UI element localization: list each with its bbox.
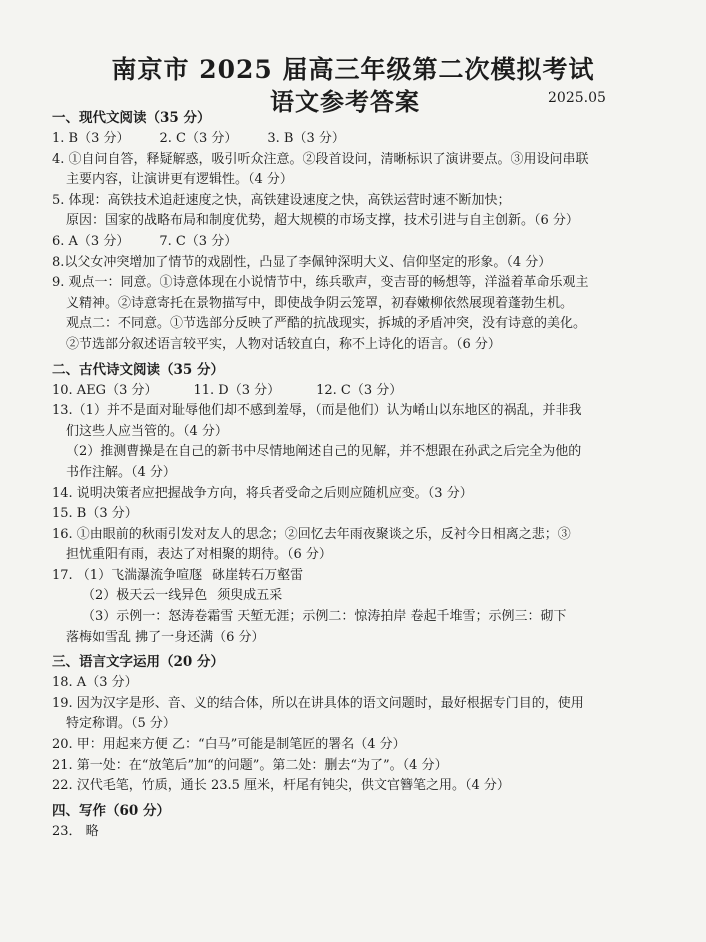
- answer-q14: 14. 说明决策者应把握战争方向，将兵者受命之后则应随机应变。（3 分）: [52, 485, 473, 501]
- answer-q5-line2: 原因：国家的战略布局和制度优势，超大规模的市场支撑，技术引进与自主创新。（6 分）: [66, 213, 579, 229]
- answer-row-10-12: [52, 381, 662, 402]
- answer-q17-line3: （3）示例一：怒涛卷霜雪 天堑无涯；示例二：惊涛拍岸 卷起千堆雪；示例三：砌下: [82, 609, 567, 625]
- answer-q21: 21. 第一处：在“放笔后”加“的问题”。第二处：删去“为了”。（4 分）: [52, 757, 448, 773]
- exam-title: 南京市 2025 届高三年级第二次模拟考试: [111, 55, 595, 84]
- answer-q17-1b: 砯崖转石万壑雷: [212, 567, 304, 583]
- answer-q9-line1: 9. 观点一：同意。①诗意体现在小说情节中，练兵歌声，变吉哥的畅想等，洋溢着革命乐观主: [52, 275, 589, 291]
- answer-q22: 22. 汉代毛笔，竹质，通长 23.5 厘米，杆尾有钝尖，供文官簪笔之用。（4 分）: [52, 778, 510, 794]
- answer-q11: 11. D（3 分）: [193, 382, 281, 398]
- answer-q7: 7. C（3 分）: [159, 233, 238, 249]
- answer-q4-line2: 主要内容，让演讲更有逻辑性。（4 分）: [66, 172, 293, 188]
- section-heading-2: 二、古代诗文阅读（35 分）: [52, 361, 224, 378]
- answer-q13-line1: 13.（1）并不是面对耻辱他们却不感到羞辱，（而是他们）认为崤山以东地区的祸乱，并非我: [52, 403, 582, 419]
- answer-q5-line1: 5. 体现：高铁技术追赶速度之快，高铁建设速度之快，高铁运营时速不断加快；: [52, 192, 511, 208]
- answer-q9-line3: 观点二：不同意。①节选部分反映了严酷的抗战现实，拆城的矛盾冲突，没有诗意的美化。: [66, 316, 587, 332]
- answer-q13-line4: 书作注解。（4 分）: [66, 464, 176, 480]
- section-heading-3: 三、语言文字运用（20 分）: [52, 654, 224, 671]
- answer-q19-line2: 特定称谓。（5 分）: [66, 716, 176, 732]
- answer-q17-1a: 17. （1）飞湍瀑流争喧豗: [52, 567, 203, 583]
- answer-q15: 15. B（3 分）: [52, 506, 138, 522]
- answer-q8: 8.以父女冲突增加了情节的戏剧性，凸显了李佩钟深明大义、信仰坚定的形象。（4 分）: [52, 254, 552, 270]
- answer-q17-line4: 落梅如雪乱 拂了一身还满（6 分）: [66, 629, 265, 645]
- answer-q2: 2. C（3 分）: [159, 131, 238, 146]
- answer-body: [52, 104, 662, 842]
- answer-q6: 6. A（3 分）: [52, 233, 130, 249]
- answer-q16-line2: 担忧重阳有雨，表达了对相聚的期待。（6 分）: [66, 547, 332, 563]
- exam-subtitle: 语文参考答案: [270, 87, 420, 116]
- answer-q23: 23． 略: [52, 823, 99, 839]
- answer-q1: 1. B（3 分）: [52, 131, 130, 146]
- answer-q13-line2: 们这些人应当管的。（4 分）: [66, 423, 228, 439]
- answer-q9-line4: ②节选部分叙述语言较平实，人物对话较直白，称不上诗化的语言。（6 分）: [66, 336, 501, 352]
- exam-date: 2025.05: [548, 90, 606, 106]
- answer-q20: 20. 甲：用起来方便 乙：“白马”可能是制笔匠的署名（4 分）: [52, 737, 406, 753]
- answer-q10: 10. AEG（3 分）: [52, 382, 158, 398]
- answer-q9-line2: 义精神。②诗意寄托在景物描写中，即使战争阴云笼罩，初春嫩柳依然展现着蓬勃生机。: [66, 295, 574, 311]
- answer-q17-line1: [52, 566, 662, 587]
- answer-row-6-7: [52, 232, 662, 253]
- section-heading-4: 四、写作（60 分）: [52, 802, 170, 819]
- answer-q16-line1: 16. ①由眼前的秋雨引发对友人的思念；②回忆去年雨夜聚谈之乐，反衬今日相离之悲；③: [52, 526, 571, 542]
- answer-row-1-3: [52, 129, 662, 150]
- answer-q4-line1: 4. ①自问自答，释疑解惑，吸引听众注意。②段首设问，清晰标识了演讲要点。③用设问串联: [52, 151, 589, 167]
- answer-q17-2b: 须臾成五采: [217, 588, 283, 604]
- answer-q17-line2: [52, 586, 662, 607]
- answer-q19-line1: 19. 因为汉字是形、音、义的结合体，所以在讲具体的语文问题时，最好根据专门目的，使用: [52, 695, 584, 711]
- answer-q3: 3. B（3 分）: [267, 131, 345, 146]
- answer-q17-2a: （2）极天云一线异色: [82, 588, 208, 604]
- answer-q12: 12. C（3 分）: [316, 382, 403, 398]
- answer-q13-line3: （2）推测曹操是在自己的新书中尽情地阐述自己的见解，并不想跟在孙武之后完全为他的: [66, 444, 582, 460]
- section-heading-1: 一、现代文阅读（35 分）: [52, 110, 211, 126]
- answer-q18: 18. A（3 分）: [52, 675, 138, 691]
